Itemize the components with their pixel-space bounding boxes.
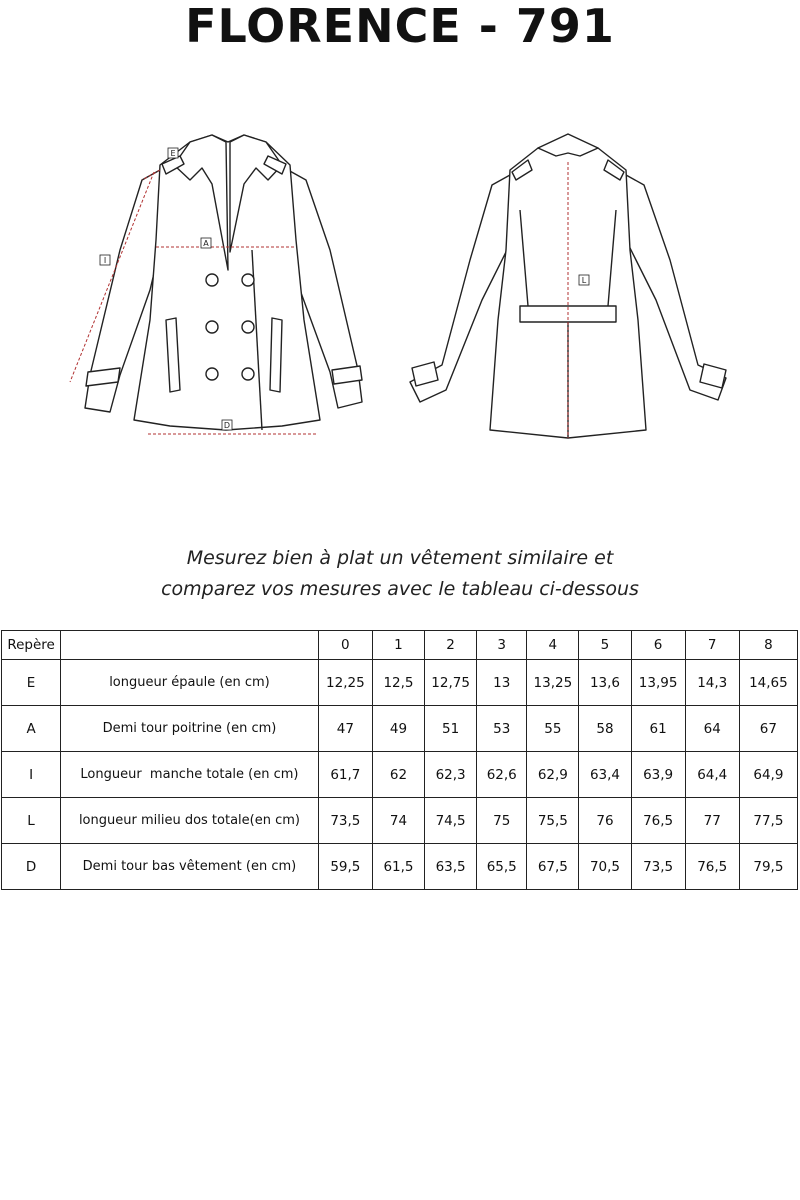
marker-E: E — [170, 149, 176, 158]
front-right-cuff — [332, 366, 362, 384]
table-cell: 74,5 — [425, 798, 477, 844]
table-cell: 61,7 — [318, 752, 372, 798]
table-cell: 13 — [477, 660, 527, 706]
table-cell: 62 — [372, 752, 424, 798]
header-repere: Repère — [2, 631, 61, 660]
table-cell: 76,5 — [631, 798, 685, 844]
measurement-instructions — [0, 543, 800, 605]
header-size: 6 — [631, 631, 685, 660]
coat-drawings-svg — [50, 120, 750, 460]
marker-I: I — [103, 256, 107, 265]
table-cell: 63,4 — [579, 752, 631, 798]
table-cell: 64,9 — [739, 752, 797, 798]
button-icon — [206, 368, 218, 380]
table-row — [2, 706, 798, 752]
header-size: 0 — [318, 631, 372, 660]
table-cell: 58 — [579, 706, 631, 752]
table-cell: 77,5 — [739, 798, 797, 844]
table-cell: 12,25 — [318, 660, 372, 706]
instructions-line-2: comparez vos mesures avec le tableau ci-dessous — [161, 578, 639, 600]
back-markers — [579, 275, 589, 285]
table-cell: 62,9 — [527, 752, 579, 798]
header-size: 1 — [372, 631, 424, 660]
table-cell: 13,6 — [579, 660, 631, 706]
table-cell: 13,95 — [631, 660, 685, 706]
table-cell: 51 — [425, 706, 477, 752]
front-right-pocket — [270, 318, 282, 392]
table-row — [2, 844, 798, 890]
row-code: E — [2, 660, 61, 706]
button-icon — [242, 274, 254, 286]
marker-A: A — [203, 239, 209, 248]
table-cell: 62,6 — [477, 752, 527, 798]
button-icon — [242, 321, 254, 333]
table-cell: 61 — [631, 706, 685, 752]
table-row — [2, 798, 798, 844]
row-label: Demi tour bas vêtement (en cm) — [61, 844, 319, 890]
table-cell: 59,5 — [318, 844, 372, 890]
marker-L: L — [581, 276, 587, 285]
page-title: FLORENCE - 791 — [185, 0, 615, 53]
table-cell: 12,75 — [425, 660, 477, 706]
table-cell: 67 — [739, 706, 797, 752]
table-cell: 14,3 — [685, 660, 739, 706]
row-code: D — [2, 844, 61, 890]
size-chart-table — [1, 630, 798, 890]
technical-drawings — [50, 120, 750, 460]
table-cell: 77 — [685, 798, 739, 844]
table-cell: 65,5 — [477, 844, 527, 890]
table-cell: 79,5 — [739, 844, 797, 890]
table-cell: 73,5 — [631, 844, 685, 890]
coat-front-drawing — [85, 135, 362, 430]
table-cell: 62,3 — [425, 752, 477, 798]
table-cell: 13,25 — [527, 660, 579, 706]
table-cell: 76 — [579, 798, 631, 844]
table-cell: 64 — [685, 706, 739, 752]
row-label: longueur milieu dos totale(en cm) — [61, 798, 319, 844]
button-icon — [206, 274, 218, 286]
header-size: 8 — [739, 631, 797, 660]
back-collar — [538, 134, 598, 156]
table-cell: 74 — [372, 798, 424, 844]
instructions-line-1: Mesurez bien à plat un vêtement similaire et — [186, 547, 614, 569]
table-cell: 49 — [372, 706, 424, 752]
row-code: I — [2, 752, 61, 798]
table-row — [2, 660, 798, 706]
marker-D: D — [223, 421, 231, 430]
header-size: 3 — [477, 631, 527, 660]
table-cell: 47 — [318, 706, 372, 752]
row-label: Demi tour poitrine (en cm) — [61, 706, 319, 752]
table-cell: 75,5 — [527, 798, 579, 844]
header-size: 4 — [527, 631, 579, 660]
button-icon — [242, 368, 254, 380]
table-cell: 14,65 — [739, 660, 797, 706]
table-cell: 70,5 — [579, 844, 631, 890]
table-cell: 67,5 — [527, 844, 579, 890]
table-cell: 76,5 — [685, 844, 739, 890]
table-cell: 63,5 — [425, 844, 477, 890]
header-blank — [61, 631, 319, 660]
button-icon — [206, 321, 218, 333]
table-cell: 75 — [477, 798, 527, 844]
header-size: 5 — [579, 631, 631, 660]
table-cell: 12,5 — [372, 660, 424, 706]
table-cell: 55 — [527, 706, 579, 752]
header-size: 2 — [425, 631, 477, 660]
header-size: 7 — [685, 631, 739, 660]
table-cell: 64,4 — [685, 752, 739, 798]
table-cell: 61,5 — [372, 844, 424, 890]
table-cell: 53 — [477, 706, 527, 752]
table-cell: 73,5 — [318, 798, 372, 844]
row-label: Longueur manche totale (en cm) — [61, 752, 319, 798]
row-code: A — [2, 706, 61, 752]
table-header-row — [2, 631, 798, 660]
table-cell: 63,9 — [631, 752, 685, 798]
table-row — [2, 752, 798, 798]
row-code: L — [2, 798, 61, 844]
row-label: longueur épaule (en cm) — [61, 660, 319, 706]
